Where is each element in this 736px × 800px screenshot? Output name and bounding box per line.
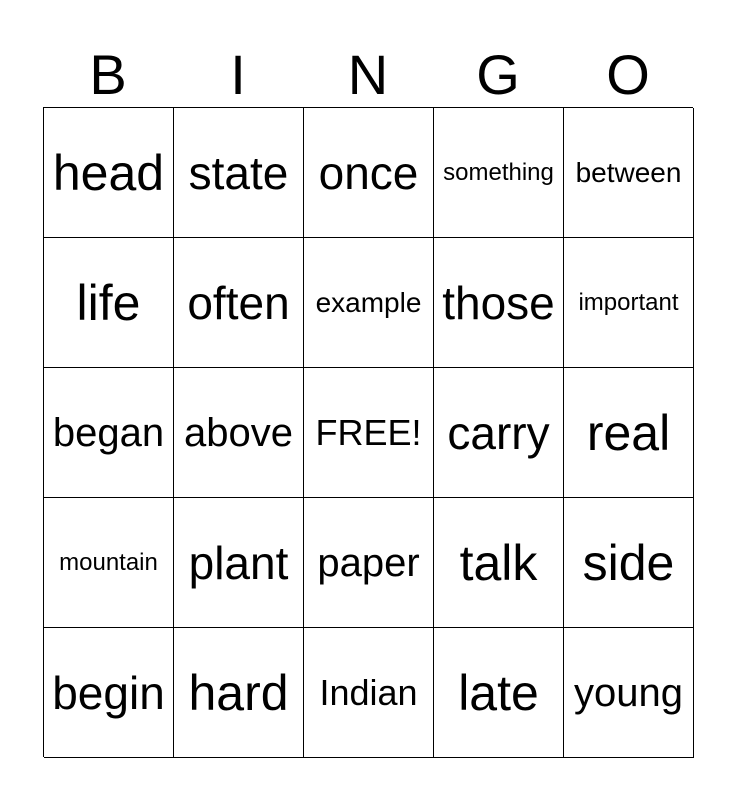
bingo-cell[interactable]	[174, 368, 304, 498]
bingo-board	[43, 107, 693, 757]
cell-word: plant	[188, 536, 289, 589]
bingo-header	[43, 44, 693, 106]
cell-word: once	[318, 146, 419, 199]
cell-word: life	[76, 274, 141, 331]
cell-word: state	[188, 146, 289, 199]
bingo-cell[interactable]	[174, 498, 304, 628]
bingo-cell[interactable]	[44, 238, 174, 368]
cell-word: carry	[447, 406, 550, 459]
cell-word: real	[586, 404, 671, 461]
header-letter-n: N	[347, 43, 389, 106]
cell-word: FREE!	[315, 411, 422, 453]
bingo-cell[interactable]	[564, 238, 694, 368]
cell-word: mountain	[59, 548, 158, 576]
bingo-cell[interactable]	[44, 108, 174, 238]
bingo-cell[interactable]	[44, 628, 174, 758]
cell-word: head	[52, 144, 165, 201]
cell-word: talk	[459, 534, 538, 591]
cell-word: example	[315, 286, 422, 318]
bingo-cell[interactable]	[434, 238, 564, 368]
bingo-cell[interactable]	[564, 498, 694, 628]
bingo-cell[interactable]	[434, 628, 564, 758]
header-letter-i: I	[230, 43, 246, 106]
bingo-cell[interactable]	[434, 498, 564, 628]
bingo-cell[interactable]	[44, 498, 174, 628]
bingo-cell[interactable]	[174, 238, 304, 368]
bingo-cell[interactable]	[304, 108, 434, 238]
cell-word: often	[187, 276, 290, 329]
free-space[interactable]	[304, 368, 434, 498]
cell-word: young	[574, 670, 683, 715]
bingo-cell[interactable]	[564, 368, 694, 498]
bingo-cell[interactable]	[434, 108, 564, 238]
cell-word: those	[442, 276, 555, 329]
cell-word: side	[582, 534, 675, 591]
bingo-cell[interactable]	[434, 368, 564, 498]
cell-word: Indian	[319, 671, 418, 713]
cell-word: hard	[188, 664, 289, 721]
bingo-cell[interactable]	[564, 628, 694, 758]
cell-word: began	[52, 410, 165, 455]
cell-word: begin	[52, 666, 165, 719]
cell-word: important	[578, 288, 679, 316]
bingo-cell[interactable]	[174, 108, 304, 238]
cell-word: paper	[317, 540, 420, 585]
cell-word: above	[184, 410, 293, 455]
bingo-cell[interactable]	[564, 108, 694, 238]
cell-word: something	[443, 158, 554, 186]
cell-word: between	[575, 156, 682, 188]
header-letter-o: O	[606, 43, 650, 106]
bingo-cell[interactable]	[174, 628, 304, 758]
bingo-cell[interactable]	[304, 628, 434, 758]
bingo-cell[interactable]	[304, 498, 434, 628]
bingo-cell[interactable]	[304, 238, 434, 368]
header-letter-b: B	[89, 43, 127, 106]
header-letter-g: G	[476, 43, 520, 106]
bingo-cell[interactable]	[44, 368, 174, 498]
cell-word: late	[458, 664, 539, 721]
